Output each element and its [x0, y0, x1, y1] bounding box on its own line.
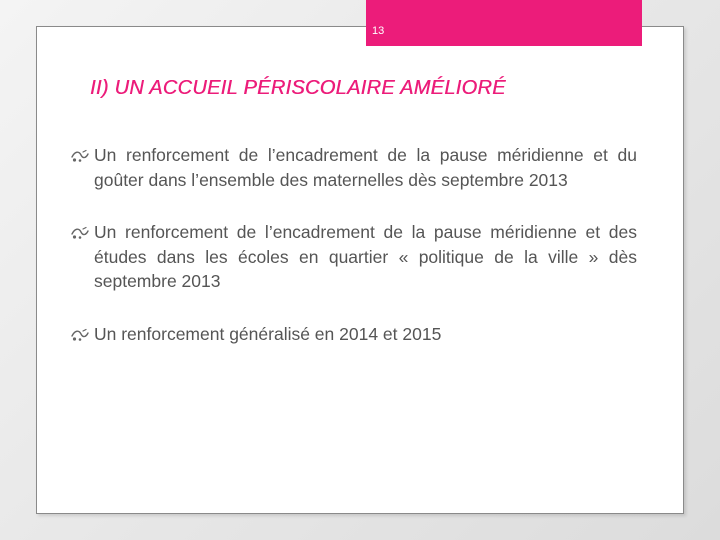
slide-title: II) UN ACCUEIL PÉRISCOLAIRE AMÉLIORÉ — [90, 77, 506, 99]
bullet-text: Un renforcement de l’encadrement de la pause méridienne et du goûter dans l’ensemble des maternelles dès septembre 2013 — [94, 145, 637, 190]
bullet-list — [71, 143, 637, 346]
bullet-item — [71, 143, 637, 192]
bullet-item — [71, 322, 637, 347]
bullet-text: Un renforcement de l’encadrement de la pause méridienne et des études dans les écoles en quartier « politique de la ville » dès septembre 2013 — [94, 222, 637, 291]
bullet-item — [71, 220, 637, 294]
slide-number-tab — [366, 0, 642, 46]
bullet-text: Un renforcement généralisé en 2014 et 2015 — [94, 323, 442, 344]
slide-number: 13 — [372, 25, 385, 37]
curly-vine-bullet-icon — [71, 226, 89, 240]
curly-vine-bullet-icon — [71, 149, 89, 163]
curly-vine-bullet-icon — [71, 328, 89, 342]
